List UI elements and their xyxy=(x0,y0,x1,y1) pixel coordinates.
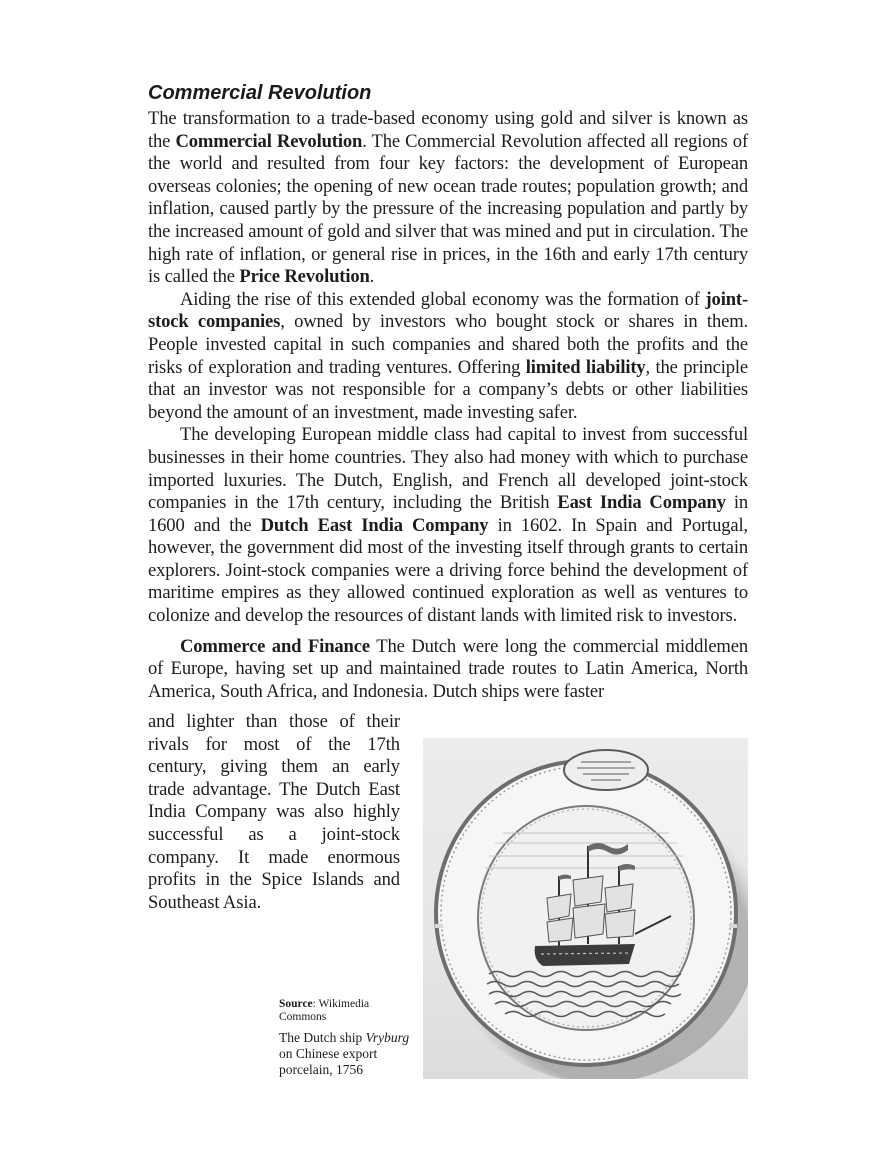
key-term-limited-liability: limited liability xyxy=(525,356,646,378)
text-run: The Dutch ship xyxy=(279,1030,366,1045)
text-run: Aiding the rise of this extended global economy was the formation of xyxy=(180,288,706,310)
document-page xyxy=(148,80,748,703)
text-run: in 1602. In Spain and Portugal, however, the government did most of the investing itself through grants to certain explorers. Joint-stock companies were a driving force behind the development of maritime empires as they allowed continued exploration as well as ventures to colonize and develop the resources of distant lands with limited risk to investors. xyxy=(148,514,748,627)
caption-description xyxy=(279,1030,419,1078)
text-run: The Dutch were long the commercial middlemen of Europe, having set up and maintained trade routes to Latin America, North America, South Africa, and Indonesia. Dutch ships were faster xyxy=(148,635,748,702)
text-run: , the principle that an investor was not responsible for a company’s debts or other liabilities beyond the amount of an investment, made investing safer. xyxy=(148,356,749,423)
run-in-heading: Commerce and Finance xyxy=(180,635,370,657)
ship-plate-illustration xyxy=(423,738,748,1079)
text-run: , owned by investors who bought stock or shares in them. People invested capital in such companies and shared both the profits and the risks of exploration and trading ventures. Offering xyxy=(148,311,749,378)
key-term-commercial-revolution: Commercial Revolution xyxy=(175,130,363,152)
text-run: The developing European middle class had capital to invest from successful businesses in their home countries. They also had money with which to purchase imported luxuries. The Dutch, English, and French all developed joint-stock companies in the 17th century, including the British xyxy=(148,424,748,514)
text-run: . xyxy=(369,266,375,288)
ship-name: Vryburg xyxy=(365,1030,410,1045)
paragraph-commerce-finance-continued: and lighter than those of their rivals for most of the 17th century, giving them an early trade advantage. The Dutch East India Company was also highly successful as a joint-stock company. It made enormous profits in the Spice Islands and Southeast Asia. xyxy=(148,711,400,913)
paragraph-commerce-finance xyxy=(148,636,748,704)
key-term-price-revolution: Price Revolution xyxy=(239,266,370,288)
paragraph-joint-stock xyxy=(148,289,748,425)
key-term-east-india-company: East India Company xyxy=(557,492,726,514)
caption-source xyxy=(279,998,419,1024)
text-run: . The Commercial Revolution affected all regions of the world and resulted from four key factors: the development of European overseas colonies; the opening of new ocean trade routes; population growth; and inflation, caused partly by the pressure of the increasing population and partly by the increased amount of gold and silver that was mined and put in circulation. The high rate of inflation, or general rise in prices, in the 16th and early 17th century is called the xyxy=(148,130,748,288)
source-value: : Wikimedia Commons xyxy=(279,998,370,1023)
figure-caption xyxy=(279,998,419,1078)
paragraph-middle-class xyxy=(148,424,748,627)
text-run: in 1600 and the xyxy=(148,492,748,536)
paragraph-commercial-revolution xyxy=(148,108,748,289)
key-term-joint-stock-companies: joint-stock companies xyxy=(148,288,748,333)
key-term-dutch-east-india-company: Dutch East India Company xyxy=(260,514,489,536)
source-label: Source xyxy=(279,998,313,1010)
text-run: The transformation to a trade-based economy using gold and silver is known as the xyxy=(148,108,748,152)
porcelain-plate-photo xyxy=(423,738,748,1079)
text-run: on Chinese export porcelain, 1756 xyxy=(279,1046,378,1077)
section-heading: Commercial Revolution xyxy=(148,82,372,104)
